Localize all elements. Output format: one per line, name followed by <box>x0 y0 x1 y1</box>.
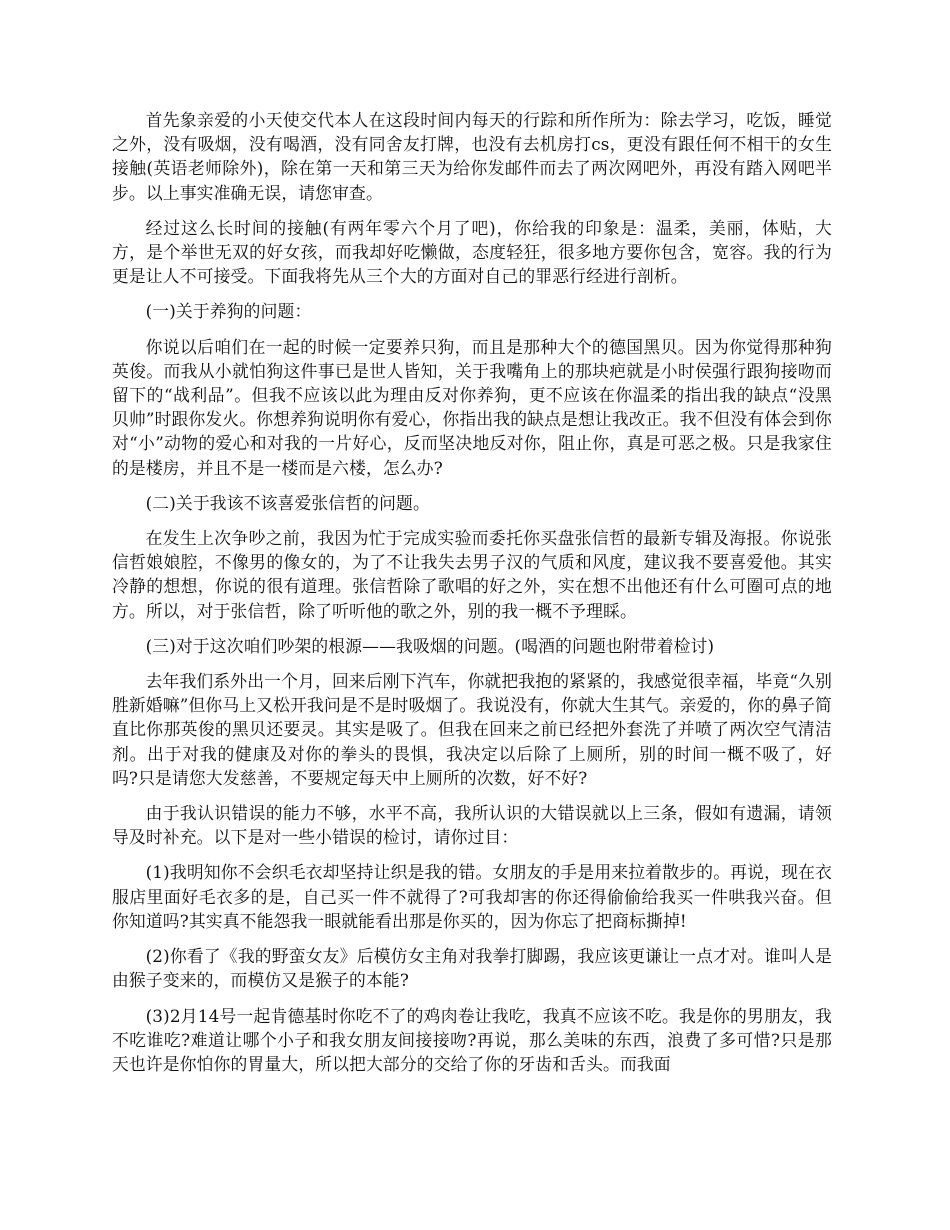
paragraph-smoking: 去年我们系外出一个月，回来后刚下汽车，你就把我抱的紧紧的，我感觉很幸福，毕竟“久别胜新婚嘛”但你马上又松开我问是不是时吸烟了。我说没有，你就大生其气。亲爱的，你的鼻子简直比你那英俊的黑贝还要灵。其实是吸了。但我在回来之前已经把外套洗了并喷了两次空气清洁剂。出于对我的健康及对你的拳头的畏惧，我决定以后除了上厕所，别的时间一概不吸了，好吗?只是请您大发慈善，不要规定每天中上厕所的次数，好不好? <box>112 671 832 788</box>
list-item-movie: (2)你看了《我的野蛮女友》后模仿女主角对我拳打脚踢，我应该更谦让一点才对。谁叫人是由猴子变来的，而模仿又是猴子的本能? <box>112 946 832 991</box>
paragraph-summary: 由于我认识错误的能力不够，水平不高，我所认识的大错误就以上三条，假如有遗漏，请领导及时补充。以下是对一些小错误的检讨，请你过目： <box>112 803 832 848</box>
list-item-sweater: (1)我明知你不会织毛衣却坚持让织是我的错。女朋友的手是用来拉着散步的。再说，现在衣服店里面好毛衣多的是，自己买一件不就得了?可我却害的你还得偷偷给我买一件哄我兴奋。但你知道吗?其实真不能怨我一眼就能看出那是你买的，因为你忘了把商标撕掉! <box>112 862 832 931</box>
paragraph-singer: 在发生上次争吵之前，我因为忙于完成实验而委托你买盘张信哲的最新专辑及海报。你说张信哲娘娘腔，不像男的像女的，为了不让我失去男子汉的气质和风度，建议我不要喜爱他。其实冷静的想想，你说的很有道理。张信哲除了歌唱的好之外，实在想不出他还有什么可圈可点的地方。所以，对于张信哲，除了听听他的歌之外，别的我一概不予理睬。 <box>112 528 832 621</box>
document-body <box>112 108 832 1087</box>
paragraph-impression: 经过这么长时间的接触(有两年零六个月了吧)，你给我的印象是：温柔，美丽，体贴，大方，是个举世无双的好女孩，而我却好吃懒做，态度轻狂，很多地方要你包含，宽容。我的行为更是让人不可接受。下面我将先从三个大的方面对自己的罪恶行经进行剖析。 <box>112 217 832 287</box>
section-heading-dog: (一)关于养狗的问题： <box>145 301 312 322</box>
section-heading-singer: (二)关于我该不该喜爱张信哲的问题。 <box>145 492 430 513</box>
paragraph-intro: 首先象亲爱的小天使交代本人在这段时间内每天的行踪和所作所为：除去学习，吃饭，睡觉之外，没有吸烟，没有喝酒，没有同舍友打牌，也没有去机房打cs，更没有跟任何不相干的女生接触(英语老师除外)，除在第一天和第三天为给你发邮件而去了两次网吧外，再没有踏入网吧半步。以上事实准确无误，请您审查。 <box>112 110 832 203</box>
list-item-kfc: (3)2月14号一起肯德基时你吃不了的鸡肉卷让我吃，我真不应该不吃。我是你的男朋友，我不吃谁吃?难道让哪个小子和我女朋友间接接吻?再说，那么美味的东西，浪费了多可惜?只是那天也许是你怕你的胃量大，所以把大部分的交给了你的牙齿和舌头。而我面 <box>112 1005 832 1074</box>
paragraph-dog: 你说以后咱们在一起的时候一定要养只狗，而且是那种大个的德国黑贝。因为你觉得那种狗英俊。而我从小就怕狗这件事已是世人皆知，关于我嘴角上的那块疤就是小时侯强行跟狗接吻而留下的“战利品”。但我不应该以此为理由反对你养狗，更不应该在你温柔的指出我的缺点“没黑贝帅”时跟你发火。你想养狗说明你有爱心，你指出我的缺点是想让我改正。我不但没有体会到你对“小”动物的爱心和对我的一片好心，反而坚决地反对你，阻止你，真是可恶之极。只是我家住的是楼房，并且不是一楼而是六楼，怎么办? <box>112 336 832 478</box>
section-heading-smoking: (三)对于这次咱们吵架的根源——我吸烟的问题。(喝酒的问题也附带着检讨) <box>145 635 715 656</box>
